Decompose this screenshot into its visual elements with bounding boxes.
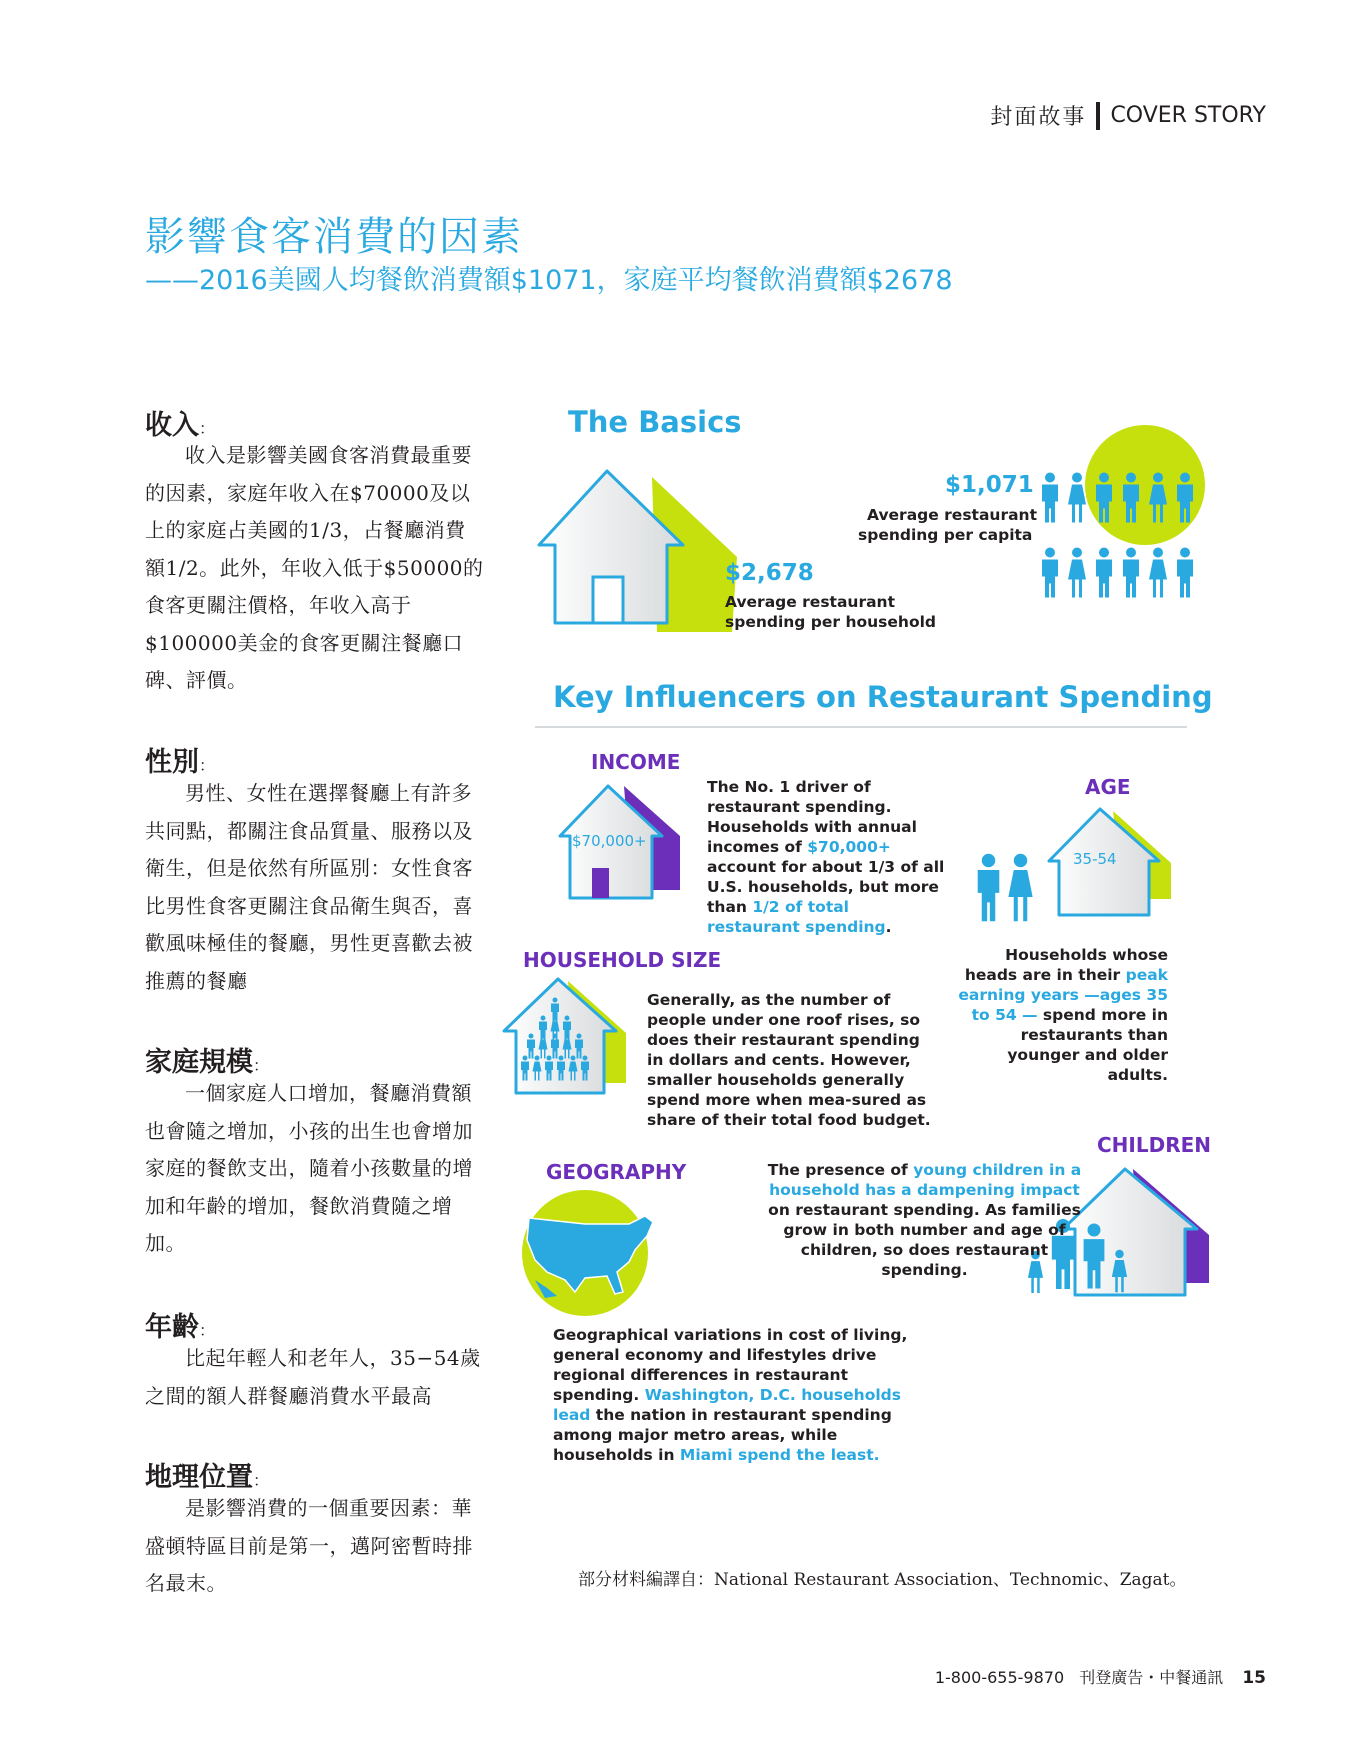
household-spending-value: $2,678 xyxy=(725,560,814,586)
household-size-label: HOUSEHOLD SIZE xyxy=(523,948,722,972)
capita-spending-label-1: Average restaurant xyxy=(867,506,1038,524)
capita-spending-value: $1,071 xyxy=(945,472,1034,498)
section-text-income: 收入是影響美國食客消費最重要的因素，家庭年收入在$70000及以上的家庭占美國的1/3，占餐廳消費額1/2。此外，年收入低于$50000的食客更關注價格，年收入高于$100000美金的食客更關注餐廳口碑、評價。 xyxy=(145,443,484,692)
divider-line xyxy=(535,726,1187,728)
income-house-label: $70,000+ xyxy=(572,832,647,850)
section-label-zh: 封面故事 xyxy=(990,105,1087,130)
income-label: INCOME xyxy=(591,750,681,774)
header-divider xyxy=(1096,102,1100,130)
house-icon xyxy=(535,465,745,635)
section-heading-household: 家庭規模： xyxy=(145,1047,270,1078)
geography-text: Geographical variations in cost of living, general economy and lifestyles drive regional differences in restaurant spending. Washington, D.C. households lead the nation in restaurant spending among major metro areas, while households in Miami spend the least. xyxy=(553,1326,908,1464)
section-text-age: 比起年輕人和老年人，35−54歲之間的額人群餐廳消費水平最高 xyxy=(145,1346,481,1408)
section-text-geography: 是影響消費的一個重要因素：華盛頓特區目前是第一，邁阿密暫時排名最末。 xyxy=(145,1496,473,1595)
children-text: The presence of young children in a household has a dampening impact on restaurant spending. As families grow in both number and age of children, so does restaurant spending. xyxy=(767,1161,1082,1279)
influencers-title: Key Influencers on Restaurant Spending xyxy=(553,680,1213,714)
source-note: 部分材料編譯自：National Restaurant Association、Technomic、Zagat。 xyxy=(578,1570,1187,1590)
footer-phone: 1-800-655-9870 xyxy=(934,1668,1065,1687)
section-text-household: 一個家庭人口增加，餐廳消費額也會隨之增加，小孩的出生也會增加家庭的餐飲支出，隨着小孩數量的增加和年齡的增加，餐飲消費隨之增加。 xyxy=(145,1081,473,1255)
income-text: The No. 1 driver of restaurant spending. Households with annual incomes of $70,000+ account for about 1/3 of all U.S. households, but more than 1/2 of total restaurant spending. xyxy=(707,778,945,936)
us-map-icon xyxy=(525,1210,670,1305)
page-number: 15 xyxy=(1242,1668,1266,1688)
household-spending-label-2: spending per household xyxy=(725,613,936,631)
footer-publication: 刊登廣告・中餐通訊 xyxy=(1079,1668,1224,1687)
children-label: CHILDREN xyxy=(1097,1133,1212,1157)
basics-title: The Basics xyxy=(568,405,742,439)
household-size-text: Generally, as the number of people under one roof rises, so does their restaurant spending in dollars and cents. However, smaller households generally spend more when mea-sured as share of their total food budget. xyxy=(647,991,931,1129)
page-header xyxy=(990,100,1266,131)
section-label-en: COVER STORY xyxy=(1110,103,1266,128)
page-footer xyxy=(935,1665,1266,1688)
age-couple-icon xyxy=(975,850,1035,925)
section-heading-age: 年齡： xyxy=(145,1312,216,1343)
age-label: AGE xyxy=(1085,775,1131,799)
section-text-gender: 男性、女性在選擇餐廳上有許多共同點，都關注食品質量、服務以及衛生，但是依然有所區別：女性食客比男性食客更關注食品衛生與否，喜歡風味極佳的餐廳，男性更喜歡去被推薦的餐廳 xyxy=(145,781,473,993)
section-heading-gender: 性別： xyxy=(145,747,216,778)
household-house-icon xyxy=(500,975,635,1100)
capita-spending-label-2: spending per capita xyxy=(858,526,1033,544)
page-title: 影響食客消費的因素 xyxy=(145,214,523,260)
age-text: Households whose heads are in their peak earning years —ages 35 to 54 — spend more in restaurants than younger and older adults. xyxy=(958,946,1168,1084)
household-spending-label-1: Average restaurant xyxy=(725,593,896,611)
people-icon-grid xyxy=(1040,470,1200,605)
geography-label: GEOGRAPHY xyxy=(546,1160,687,1184)
age-house-label: 35-54 xyxy=(1073,850,1117,868)
section-heading-geography: 地理位置： xyxy=(145,1462,270,1493)
section-heading-income: 收入： xyxy=(145,410,216,441)
page-subtitle: ——2016美國人均餐飲消費額$1071，家庭平均餐飲消費額$2678 xyxy=(145,265,953,296)
